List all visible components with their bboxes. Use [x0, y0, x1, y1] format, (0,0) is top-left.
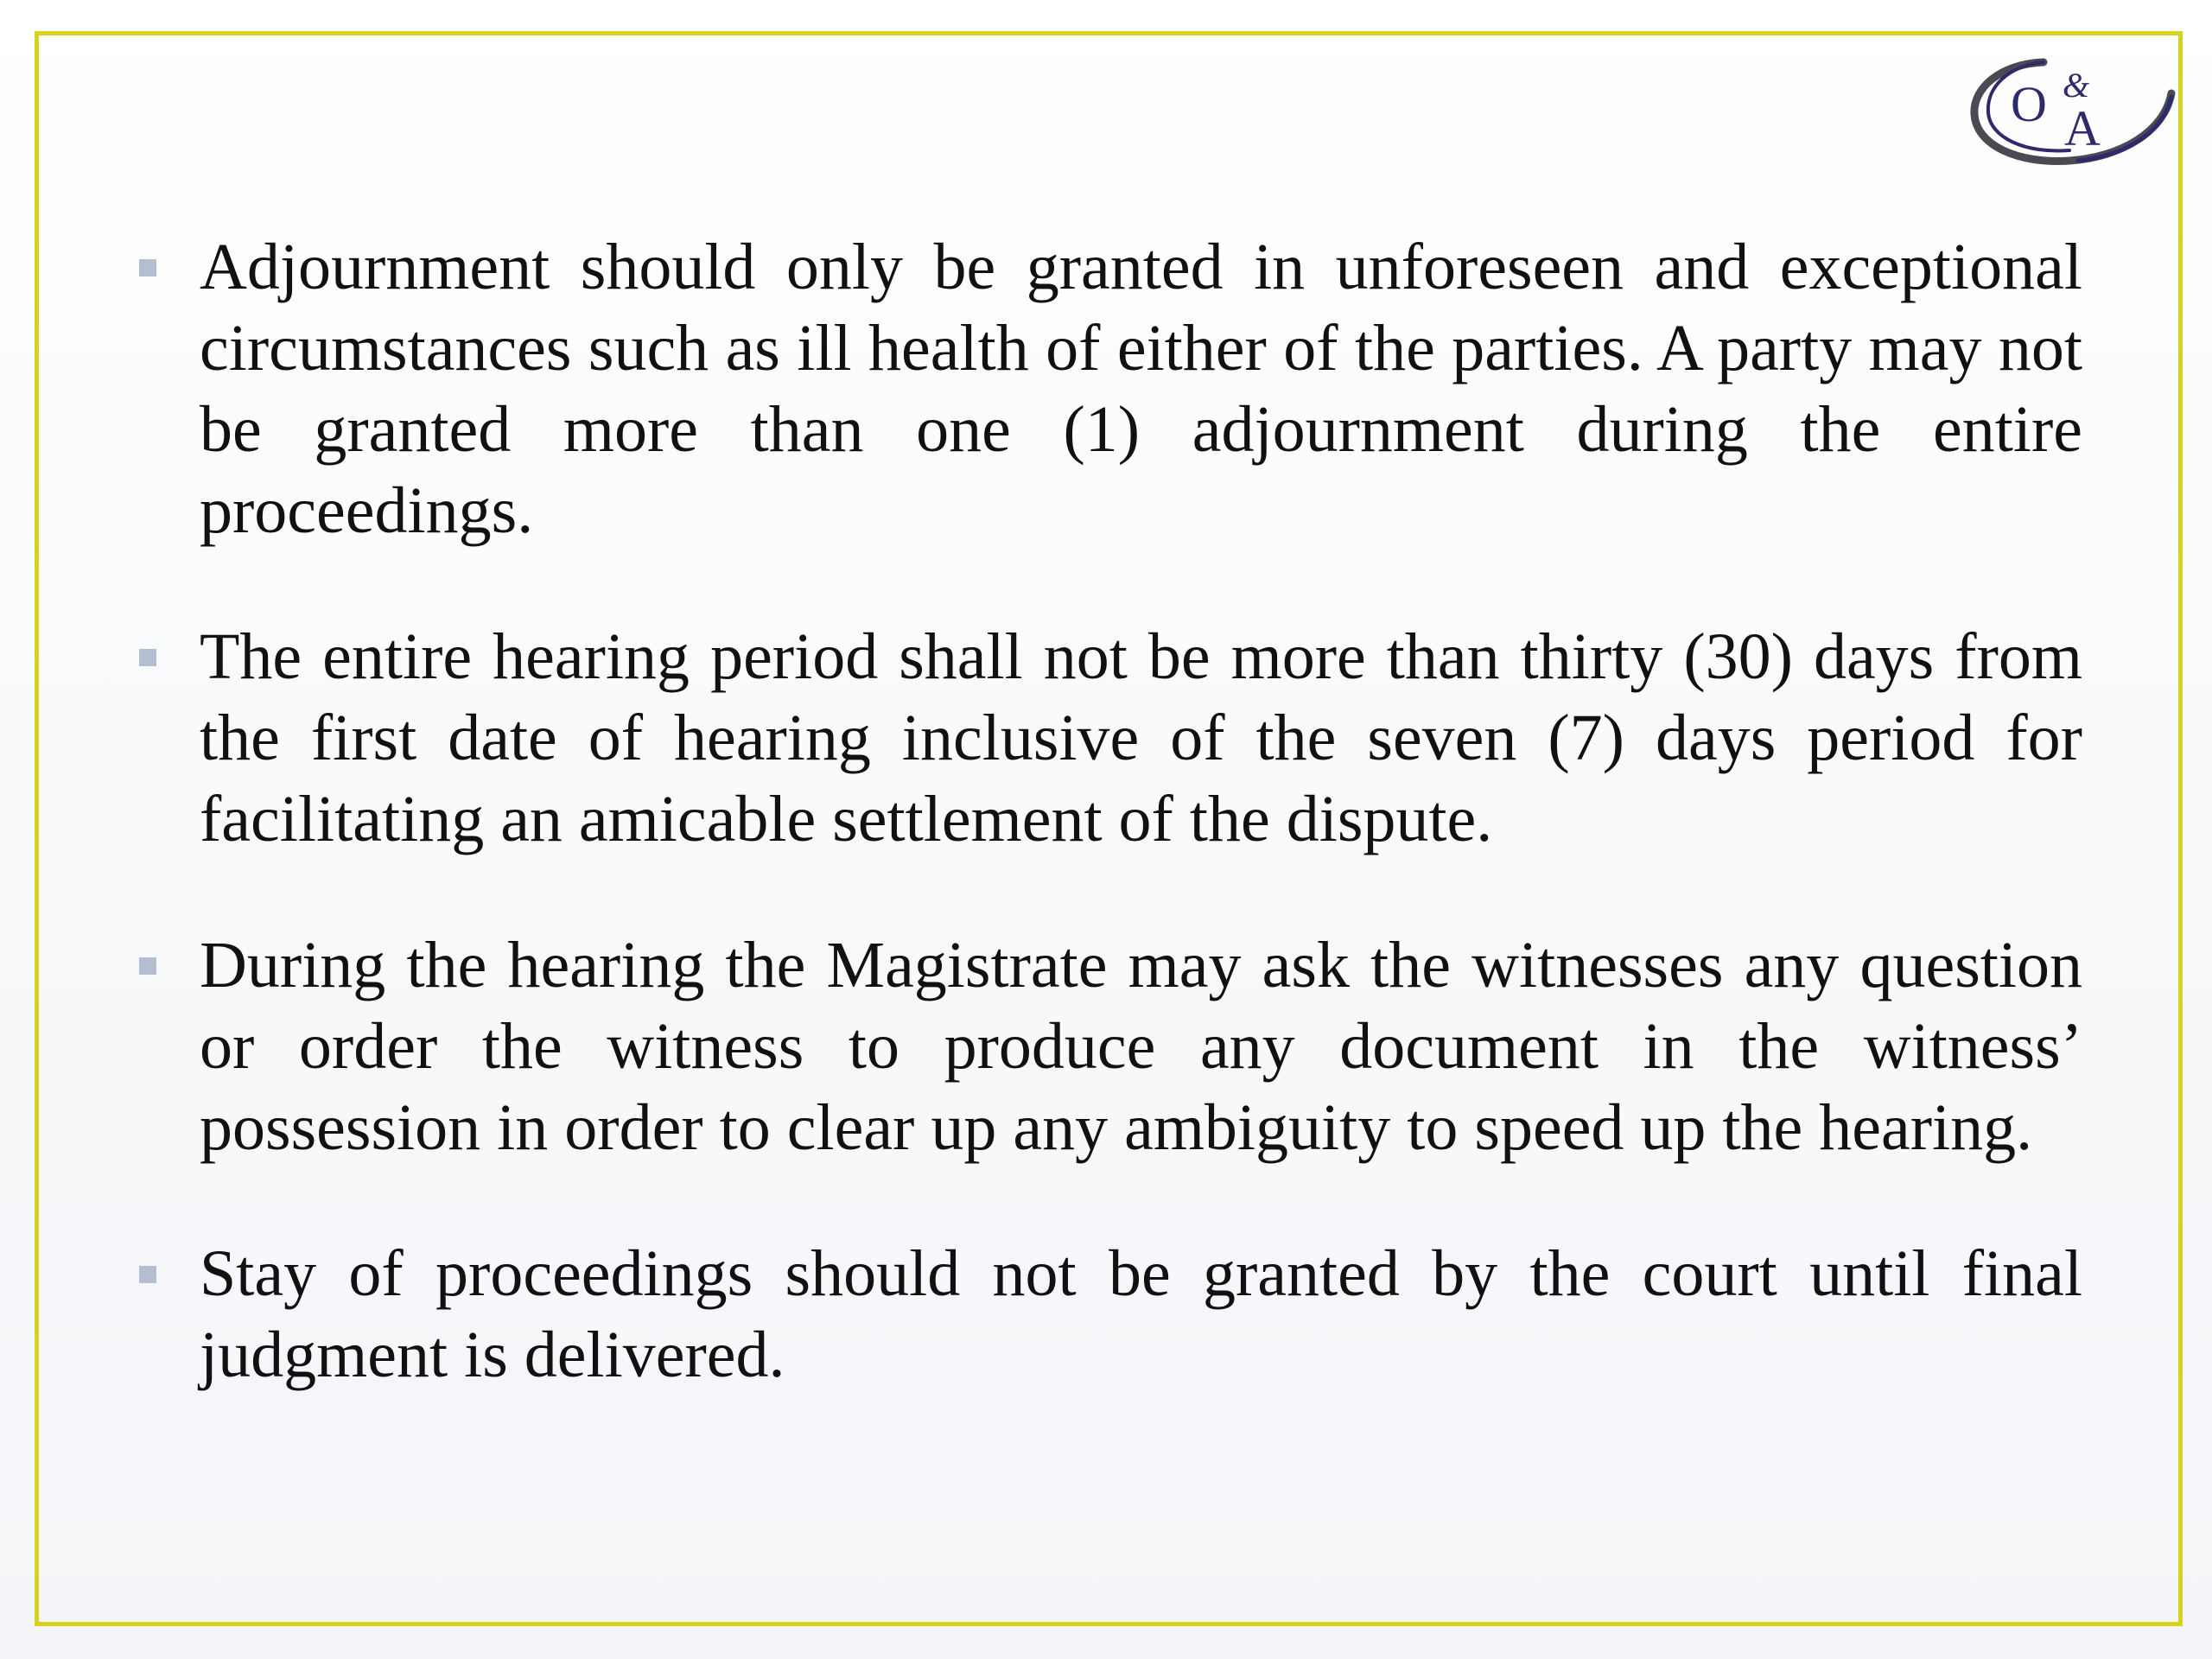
square-bullet-icon [139, 649, 156, 666]
svg-text:A: A [2064, 100, 2101, 156]
square-bullet-icon [139, 1266, 156, 1283]
list-item [134, 616, 2082, 860]
list-item [134, 226, 2082, 551]
list-item [134, 925, 2082, 1168]
bullet-text: The entire hearing period shall not be more than thirty (30) days from the first date of hearing inclusive of the seven (7) days period for facilitating an amicable settlement of the dispute. [200, 620, 2082, 855]
oa-logo [1948, 52, 2182, 181]
square-bullet-icon [139, 957, 156, 975]
svg-text:O: O [2011, 76, 2047, 132]
svg-text:&: & [2063, 66, 2090, 105]
bullet-list [134, 226, 2082, 1395]
list-item [134, 1233, 2082, 1395]
bullet-text: Stay of proceedings should not be granted by the court until final judgment is delivered. [200, 1237, 2082, 1391]
square-bullet-icon [139, 259, 156, 276]
bullet-text: During the hearing the Magistrate may ask the witnesses any question or order the witness to produce any document in the witness’ possession in order to clear up any ambiguity to speed up the hearing. [200, 929, 2082, 1164]
bullet-text: Adjournment should only be granted in unforeseen and exceptional circumstances such as ill health of either of the parties. A party may not be granted more than one (1) adjournment during the entire proceedings. [200, 231, 2082, 547]
oa-monogram-logo-icon [1948, 52, 2182, 181]
